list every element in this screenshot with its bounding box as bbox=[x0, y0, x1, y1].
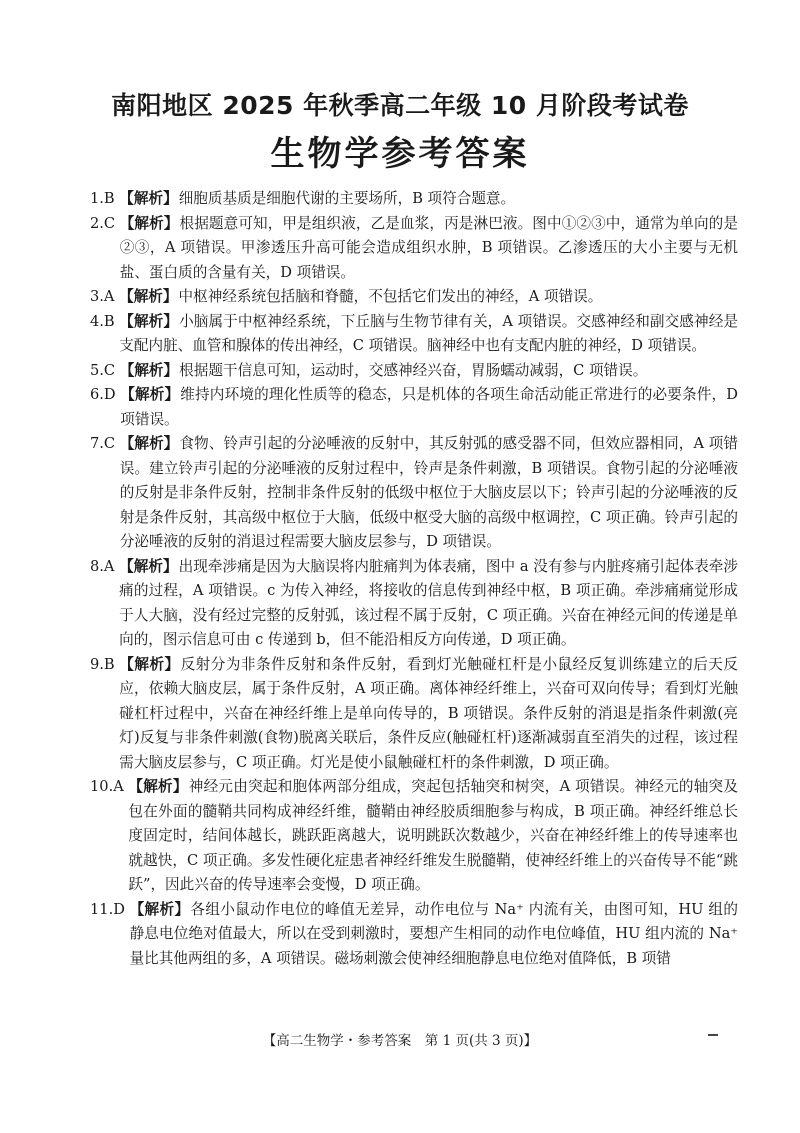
analysis-tag: 【解析】 bbox=[119, 557, 178, 575]
answer-explanation: 神经元由突起和胞体两部分组成，突起包括轴突和树突，A 项错误。神经元的轴突及包在外面的髓鞘共同构成神经纤维，髓鞘由神经胶质细胞参与构成，B 项正确。神经纤维总长度固定时，结间体越长，跳跃距离越大，说明跳跃次数越少，兴奋在神经纤维上的传导速率也就越快，C 项正确。多发性硬化症患者神经纤维发生脱髓鞘，使神经纤维上的兴奋传导不能“跳跃”，因此兴奋的传导速率会变慢，D 项正确。 bbox=[128, 778, 738, 893]
analysis-tag: 【解析】 bbox=[129, 900, 190, 918]
analysis-tag: 【解析】 bbox=[119, 435, 179, 452]
answer-item bbox=[90, 775, 738, 898]
answer-number: 3.A bbox=[90, 288, 120, 305]
answer-item bbox=[90, 898, 738, 972]
exam-title: 南阳地区 2025 年秋季高二年级 10 月阶段考试卷 bbox=[111, 91, 689, 120]
answer-explanation: 反射分为非条件反射和条件反射，看到灯光触碰杠杆是小鼠经反复训练建立的后天反应，依赖大脑皮层，属于条件反射，A 项正确。离体神经纤维上，兴奋可双向传导；看到灯光触碰杠杆过程中，兴奋在神经纤维上是单向传导的，B 项错误。条件反射的消退是指条件刺激(亮灯)反复与非条件刺激(食物)脱离关联后，条件反应(触碰杠杆)逐渐减弱直至消失的过程，该过程需大脑皮层参与，C 项正确。灯光是使小鼠触碰杠杆的条件刺激，D 项正确。 bbox=[119, 655, 738, 771]
analysis-tag: 【解析】 bbox=[119, 288, 178, 305]
answer-item bbox=[90, 383, 738, 432]
corner-mark bbox=[708, 1034, 718, 1036]
answer-item bbox=[90, 359, 738, 384]
answer-item bbox=[90, 310, 738, 359]
answer-explanation: 小脑属于中枢神经系统，下丘脑与生物节律有关，A 项错误。交感神经和副交感神经是支配内脏、血管和腺体的传出神经，C 项错误。脑神经中也有支配内脏的神经，D 项错误。 bbox=[119, 312, 738, 354]
answer-explanation: 根据题意可知，甲是组织液，乙是血浆，丙是淋巴液。图中①②③中，通常为单向的是②③，A 项错误。甲渗透压升高可能会造成组织水肿，B 项错误。乙渗透压的大小主要与无机盐、蛋白质的含量有关，D 项错误。 bbox=[119, 214, 738, 281]
answer-number: 11.D bbox=[90, 900, 130, 918]
analysis-tag: 【解析】 bbox=[119, 214, 179, 232]
answer-item bbox=[90, 555, 738, 653]
answer-number: 7.C bbox=[90, 435, 120, 452]
answer-item bbox=[90, 187, 738, 212]
answer-item bbox=[90, 212, 738, 286]
analysis-tag: 【解析】 bbox=[119, 361, 179, 379]
answer-explanation: 细胞质基质是细胞代谢的主要场所，B 项符合题意。 bbox=[178, 190, 516, 207]
answer-explanation: 根据题干信息可知，运动时，交感神经兴奋，胃肠蠕动减弱，C 项错误。 bbox=[179, 361, 648, 379]
answer-explanation: 出现牵涉痛是因为大脑误将内脏痛判为体表痛，图中 a 没有参与内脏疼痛引起体表牵涉痛的过程，A 项错误。c 为传入神经，将接收的信息传到神经中枢，B 项正确。牵涉痛痛觉形成于人大脑，没有经过完整的反射弧，该过程不属于反射，C 项正确。兴奋在神经元间的传递是单向的，图示信息可由 c 传递到 b，但不能沿相反方向传递，D 项正确。 bbox=[119, 557, 738, 648]
answer-explanation: 各组小鼠动作电位的峰值无差异，动作电位与 Na⁺ 内流有关，由图可知，HU 组的静息电位绝对值最大，所以在受到刺激时，要想产生相同的动作电位峰值，HU 组内流的 Na⁺ 量比其他两组的多，A 项错误。磁场刺激会使神经细胞静息电位绝对值降低，B 项错 bbox=[129, 900, 738, 967]
analysis-tag: 【解析】 bbox=[119, 655, 180, 673]
analysis-tag: 【解析】 bbox=[120, 386, 180, 403]
answer-list bbox=[90, 187, 738, 971]
analysis-tag: 【解析】 bbox=[119, 312, 179, 330]
answer-number: 9.B bbox=[90, 655, 120, 673]
answer-number: 10.A bbox=[90, 778, 129, 795]
answer-key-title: 生物学参考答案 bbox=[270, 134, 530, 174]
answer-item bbox=[90, 653, 738, 776]
answer-number: 6.D bbox=[90, 386, 121, 403]
answer-number: 1.B bbox=[90, 190, 120, 207]
page-footer: 【高二生物学・参考答案 第 1 页(共 3 页)】 bbox=[262, 1033, 538, 1049]
answer-explanation: 中枢神经系统包括脑和脊髓，不包括它们发出的神经，A 项错误。 bbox=[178, 288, 603, 305]
answer-item bbox=[90, 285, 738, 310]
answer-item bbox=[90, 432, 738, 555]
answer-number: 4.B bbox=[90, 312, 120, 330]
answer-explanation: 食物、铃声引起的分泌唾液的反射中，其反射弧的感受器不同，但效应器相同，A 项错误。建立铃声引起的分泌唾液的反射过程中，铃声是条件刺激，B 项错误。食物引起的分泌唾液的反射是非条件反射，控制非条件反射的低级中枢位于大脑皮层以下；铃声引起的分泌唾液的反射是条件反射，其高级中枢位于大脑，低级中枢受大脑的高级中枢调控，C 项正确。铃声引起的分泌唾液的反射的消退过程需要大脑皮层参与，D 项错误。 bbox=[119, 435, 738, 550]
analysis-tag: 【解析】 bbox=[128, 778, 188, 795]
answer-number: 8.A bbox=[90, 557, 120, 575]
answer-number: 5.C bbox=[90, 361, 120, 379]
answer-explanation: 维持内环境的理化性质等的稳态，只是机体的各项生命活动能正常进行的必要条件，D 项错误。 bbox=[120, 386, 738, 428]
answer-number: 2.C bbox=[90, 214, 120, 232]
analysis-tag: 【解析】 bbox=[119, 190, 178, 207]
